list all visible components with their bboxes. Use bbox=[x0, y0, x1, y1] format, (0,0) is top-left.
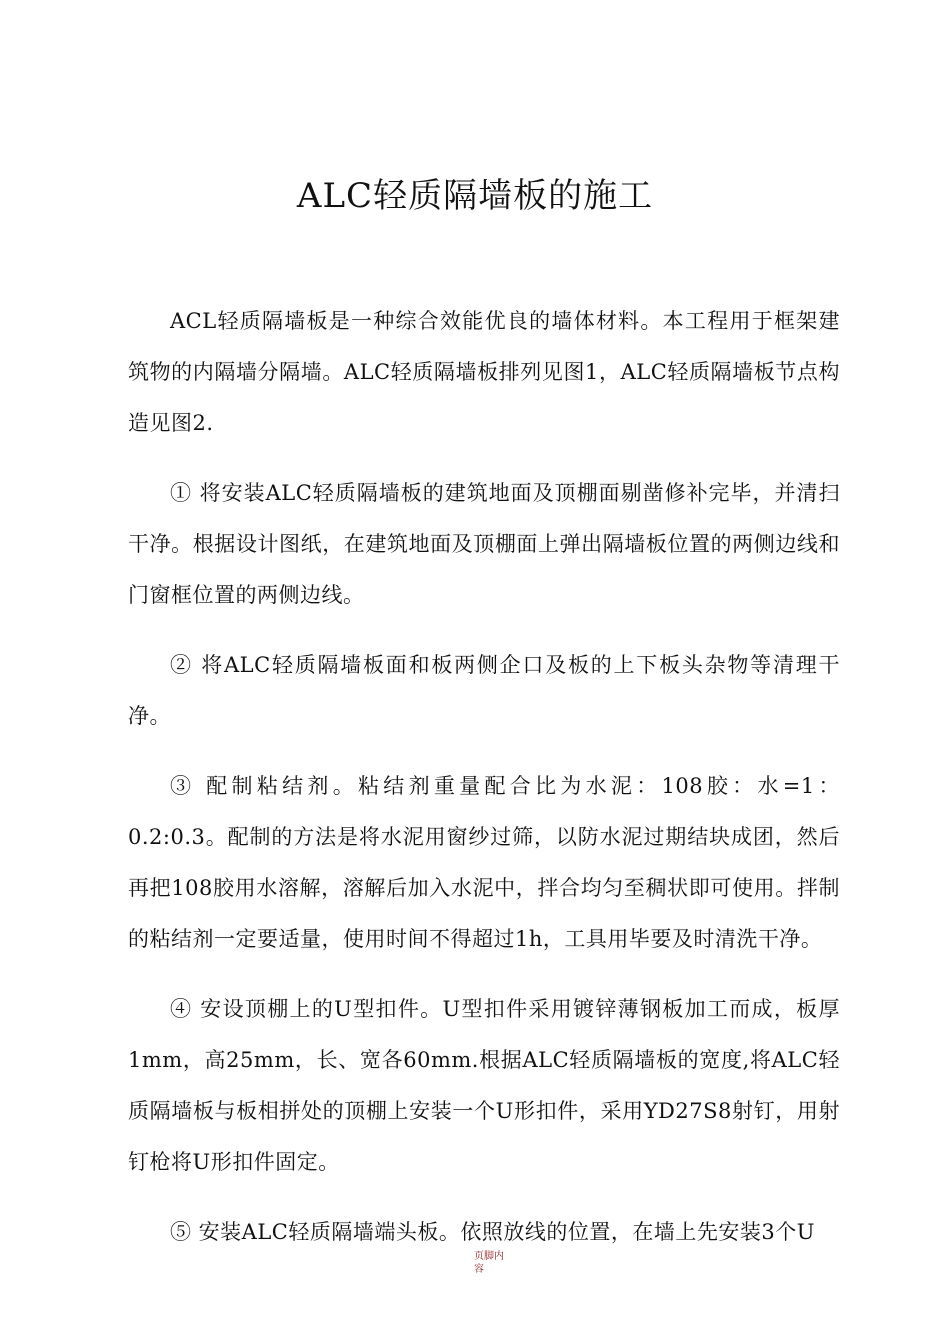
paragraph-step-4: ④ 安设顶棚上的U型扣件。U型扣件采用镀锌薄钢板加工而成，板厚1mm，高25mm，长、宽各60mm.根据ALC轻质隔墙板的宽度,将ALC轻质隔墙板与板相拼处的顶棚上安装一个U形扣件，采用YD27S8射钉，用射钉枪将U形扣件固定。 bbox=[128, 997, 840, 1174]
document-body bbox=[128, 296, 840, 1277]
paragraph-step-3: ③ 配制粘结剂。粘结剂重量配合比为水泥：108胶：水=1：0.2:0.3。配制的方法是将水泥用窗纱过筛，以防水泥过期结块成团，然后再把108胶用水溶解，溶解后加入水泥中，拌合均匀至稠状即可使用。拌制的粘结剂一定要适量，使用时间不得超过1h，工具用毕要及时清洗干净。 bbox=[128, 774, 840, 951]
page-footer: 页脚内容 bbox=[474, 1251, 504, 1275]
paragraph-intro: ACL轻质隔墙板是一种综合效能优良的墙体材料。本工程用于框架建筑物的内隔墙分隔墙。ALC轻质隔墙板排列见图1，ALC轻质隔墙板节点构造见图2. bbox=[128, 309, 840, 435]
paragraph-step-5: ⑤ 安装ALC轻质隔墙端头板。依照放线的位置，在墙上先安装3个U bbox=[170, 1220, 815, 1244]
document-title: ALC轻质隔墙板的施工 bbox=[296, 176, 654, 216]
paragraph-step-1: ① 将安装ALC轻质隔墙板的建筑地面及顶棚面剔凿修补完毕，并清扫干净。根据设计图纸，在建筑地面及顶棚面上弹出隔墙板位置的两侧边线和门窗框位置的两侧边线。 bbox=[128, 481, 840, 607]
paragraph-step-2: ② 将ALC轻质隔墙板面和板两侧企口及板的上下板头杂物等清理干净。 bbox=[128, 653, 840, 728]
